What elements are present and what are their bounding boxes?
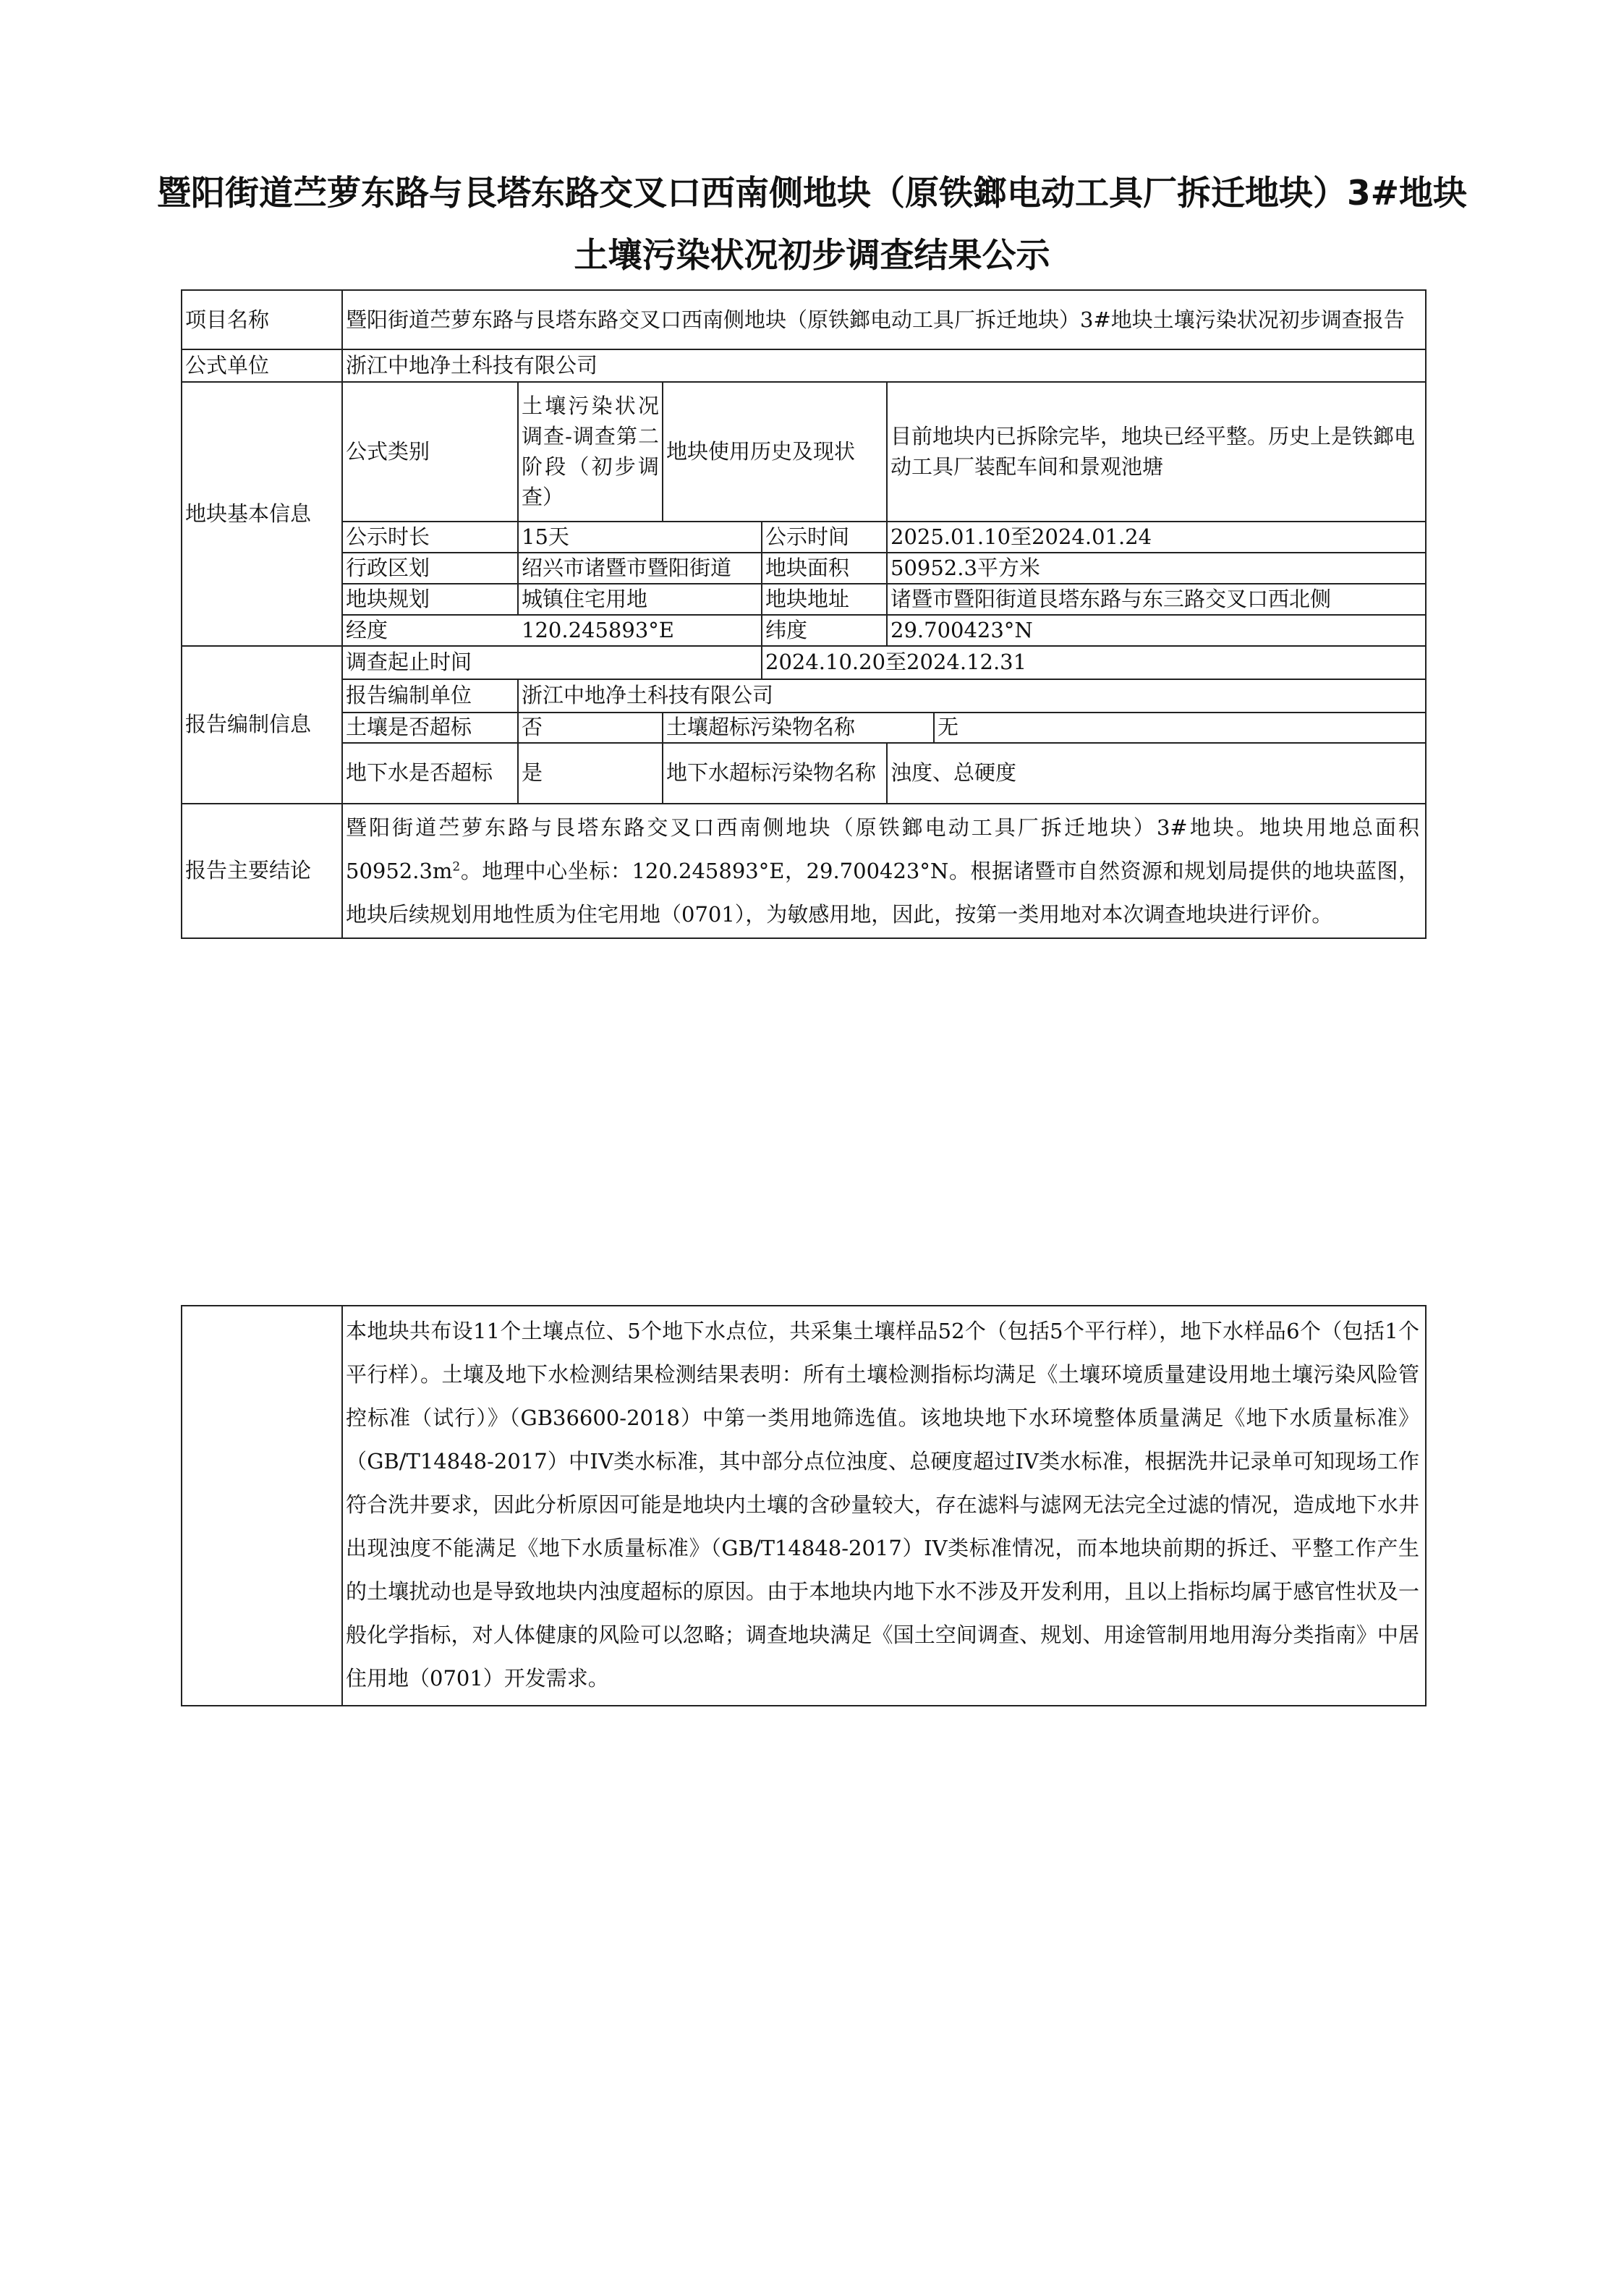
conclusion-label-cell-empty bbox=[182, 1306, 341, 1705]
address-label: 地块地址 bbox=[765, 586, 850, 611]
groundwater-pollutant-label: 地下水超标污染物名称 bbox=[666, 760, 877, 785]
publicity-unit-label: 公式单位 bbox=[185, 352, 270, 378]
district-label: 行政区划 bbox=[346, 555, 430, 580]
report-unit-label: 报告编制单位 bbox=[346, 683, 472, 707]
area-unit-superscript: 2 bbox=[452, 859, 461, 875]
conclusion-continued-table bbox=[181, 1305, 1427, 1706]
page-title-line2: 土壤污染状况初步调查结果公示 bbox=[574, 236, 1050, 276]
soil-pollutant-value: 无 bbox=[938, 715, 959, 739]
groundwater-exceed-value: 是 bbox=[522, 760, 543, 785]
page-title-line1: 暨阳街道苎萝东路与艮塔东路交叉口西南侧地块（原铁鎯电动工具厂拆迁地块）3#地块 bbox=[156, 174, 1468, 213]
conclusion-text-b: 。地理中心坐标：120.245893°E，29.700423°N。根据诸暨市自然资源和规划局提供的地块蓝图，地块后续规划用地性质为住宅用地（0701），为敏感用地，因此，按第一类用地对本次调查地块进行评价。 bbox=[346, 859, 1419, 927]
area-label: 地块面积 bbox=[765, 555, 850, 580]
info-table bbox=[181, 289, 1427, 939]
publicity-type-label: 公式类别 bbox=[346, 438, 430, 464]
soil-exceed-value: 否 bbox=[522, 715, 543, 739]
publicity-unit-value: 浙江中地净土科技有限公司 bbox=[346, 352, 598, 378]
longitude-value: 120.245893°E bbox=[522, 617, 674, 642]
conclusion-text-part2: 本地块共布设11个土壤点位、5个地下水点位，共采集土壤样品52个（包括5个平行样），地下水样品6个（包括1个平行样）。土壤及地下水检测结果检测结果表明：所有土壤检测指标均满足《土壤环境质量建设用地土壤污染风险管控标准（试行）》（GB36600-2018）中第一类用地筛选值。该地块地下水环境整体质量满足《地下水质量标准》（GB/T14848-2017）中IV类水标准，其中部分点位浊度、总硬度超过IV类水标准，根据洗井记录单可知现场工作符合洗井要求，因此分析原因可能是地块内土壤的含砂量较大，存在滤料与滤网无法完全过滤的情况，造成地下水井出现浊度不能满足《地下水质量标准》（GB/T14848-2017）IV类标准情况，而本地块前期的拆迁、平整工作产生的土壤扰动也是导致地块内浊度超标的原因。由于本地块内地下水不涉及开发利用，且以上指标均属于感官性状及一般化学指标，对人体健康的风险可以忽略；调查地块满足《国土空间调查、规划、用途管制用地用海分类指南》中居住用地（0701）开发需求。 bbox=[346, 1319, 1419, 1691]
area-value: 50952.3平方米 bbox=[890, 555, 1040, 580]
duration-label: 公示时长 bbox=[346, 524, 430, 549]
conclusion-label: 报告主要结论 bbox=[185, 858, 312, 883]
district-value: 绍兴市诸暨市暨阳街道 bbox=[522, 555, 732, 580]
duration-value: 15天 bbox=[522, 524, 569, 549]
report-info-section-label: 报告编制信息 bbox=[185, 712, 312, 736]
soil-exceed-label: 土壤是否超标 bbox=[346, 715, 472, 739]
groundwater-exceed-label: 地下水是否超标 bbox=[346, 760, 493, 785]
site-history-value: 目前地块内已拆除完毕，地块已经平整。历史上是铁鎯电动工具厂装配车间和景观池塘 bbox=[890, 423, 1416, 479]
groundwater-pollutant-value: 浊度、总硬度 bbox=[890, 760, 1017, 785]
soil-pollutant-label: 土壤超标污染物名称 bbox=[666, 715, 856, 739]
conclusion-text-a: 暨阳街道苎萝东路与艮塔东路交叉口西南侧地块（原铁鎯电动工具厂拆迁地块）3#地块。地块用地总面积50952.3m bbox=[346, 815, 1419, 883]
latitude-value: 29.700423°N bbox=[890, 617, 1033, 642]
longitude-label: 经度 bbox=[346, 617, 388, 642]
land-plan-label: 地块规划 bbox=[346, 586, 430, 611]
land-plan-value: 城镇住宅用地 bbox=[522, 586, 648, 611]
project-name-label: 项目名称 bbox=[185, 307, 270, 332]
publicity-type-value: 土壤污染状况调查-调查第二阶段（初步调查） bbox=[522, 393, 659, 509]
address-value: 诸暨市暨阳街道艮塔东路与东三路交叉口西北侧 bbox=[890, 586, 1332, 611]
site-history-label: 地块使用历史及现状 bbox=[666, 438, 856, 464]
basic-info-section-label: 地块基本信息 bbox=[185, 501, 312, 526]
row-divider bbox=[182, 803, 1425, 804]
conclusion-text-part1 bbox=[343, 806, 1424, 937]
report-unit-value: 浙江中地净土科技有限公司 bbox=[522, 683, 774, 707]
survey-period-label: 调查起止时间 bbox=[346, 650, 472, 674]
publicity-time-label: 公示时间 bbox=[765, 524, 850, 549]
project-name-value: 暨阳街道苎萝东路与艮塔东路交叉口西南侧地块（原铁鎯电动工具厂拆迁地块）3#地块土壤污染状况初步调查报告 bbox=[346, 307, 1405, 332]
latitude-label: 纬度 bbox=[765, 617, 808, 642]
survey-period-value: 2024.10.20至2024.12.31 bbox=[765, 650, 1027, 674]
publicity-time-value: 2025.01.10至2024.01.24 bbox=[890, 524, 1152, 549]
